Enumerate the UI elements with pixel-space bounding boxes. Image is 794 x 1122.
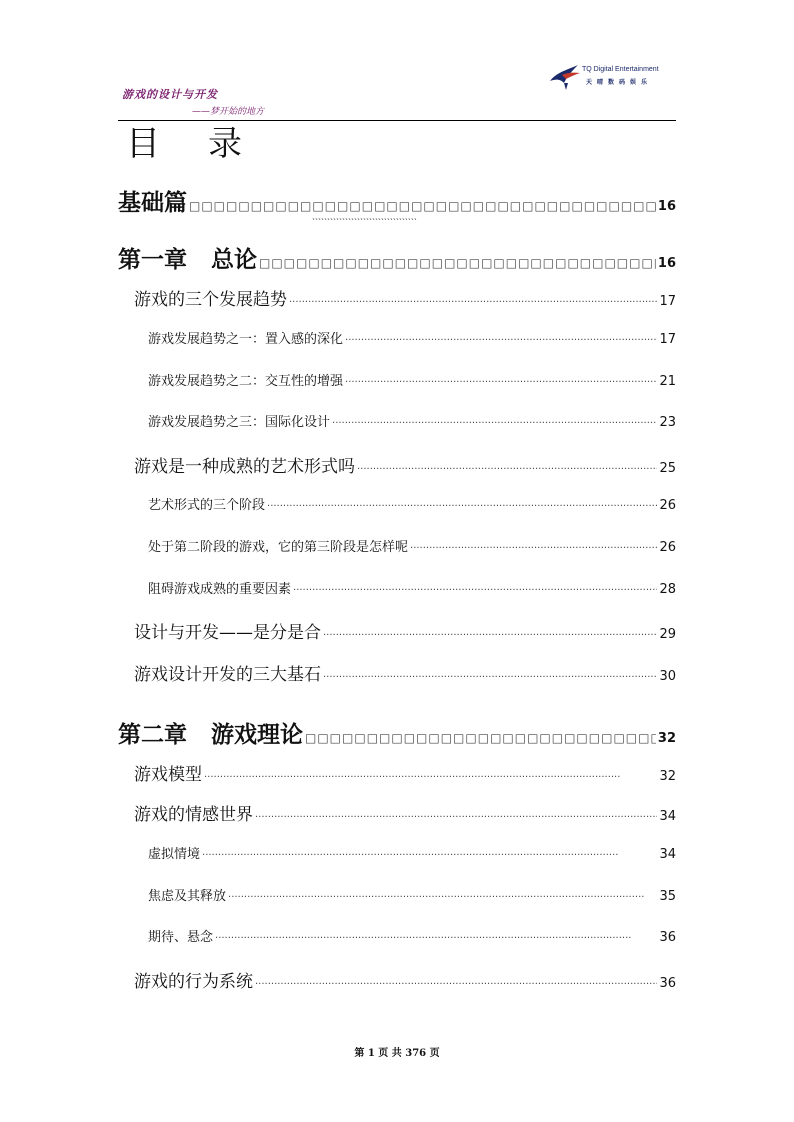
toc-entry[interactable] <box>118 411 676 430</box>
toc-entry[interactable] <box>118 370 676 389</box>
bird-logo-icon <box>548 63 582 91</box>
toc-leader <box>204 772 657 783</box>
chapter-number: 第二章 <box>118 722 187 748</box>
toc-entry-label: 阻碍游戏成熟的重要因素 <box>148 582 292 597</box>
toc-leader <box>410 543 657 554</box>
toc-leader <box>202 850 657 861</box>
toc-entry[interactable] <box>118 967 676 992</box>
toc-leader <box>345 377 657 388</box>
toc-leader <box>305 731 656 745</box>
toc-entry-label: 游戏的三个发展趋势 <box>134 290 287 310</box>
logo-text-en: TQ Digital Entertainment <box>582 66 659 73</box>
toc-page-number: 26 <box>659 498 676 513</box>
toc-entry-label: 游戏设计开发的三大基石 <box>134 665 321 685</box>
toc-page-number: 34 <box>659 809 676 824</box>
toc-entry-label: 焦虑及其释放 <box>148 889 227 904</box>
toc-page-number: 36 <box>659 930 676 945</box>
toc-part-label: 基础篇 <box>118 190 187 216</box>
toc-page-number: 29 <box>659 627 676 642</box>
toc-leader <box>255 812 657 823</box>
toc-leader <box>323 630 657 641</box>
company-logo <box>548 63 668 93</box>
toc-page-number: 16 <box>657 199 676 214</box>
toc-entry[interactable] <box>118 328 676 347</box>
toc-page-number: 26 <box>659 540 676 555</box>
toc-page-number: 30 <box>659 669 676 684</box>
toc-entry-label: 虚拟情境 <box>148 847 201 862</box>
toc-entry[interactable] <box>118 578 676 597</box>
toc-entry[interactable] <box>118 800 676 825</box>
toc-entry[interactable] <box>118 618 676 643</box>
book-subtitle: ——梦开始的地方 <box>192 107 265 117</box>
toc-chapter-1[interactable] <box>118 241 676 274</box>
toc-page-number: 36 <box>659 976 676 991</box>
toc-leader <box>189 199 656 213</box>
toc-entry[interactable] <box>118 536 676 555</box>
page-title: 目录 <box>126 124 290 164</box>
chapter-number: 第一章 <box>118 247 187 273</box>
toc-leader <box>357 464 657 475</box>
toc-page-number: 32 <box>657 731 676 746</box>
toc-page-number: 21 <box>659 374 676 389</box>
part-mark: ˴˴˴˴˴˴˴˴˴˴˴˴˴˴˴˴˴˴˴˴˴˴˴˴˴˴˴˴˴˴˴˴˴˴˴ <box>312 214 417 224</box>
toc-chapter-2[interactable] <box>118 716 676 749</box>
toc-entry-label: 艺术形式的三个阶段 <box>148 498 266 513</box>
toc-entry-label: 游戏是一种成熟的艺术形式吗 <box>134 457 355 477</box>
toc-leader <box>228 892 657 903</box>
toc-leader <box>293 585 657 596</box>
toc-leader <box>255 979 657 990</box>
toc-entry-label: 游戏发展趋势之三：国际化设计 <box>148 415 331 430</box>
toc-page-number: 35 <box>659 889 676 904</box>
toc-page-number: 28 <box>659 582 676 597</box>
toc-page-number: 17 <box>659 294 676 309</box>
toc-entry-label: 游戏的情感世界 <box>134 805 253 825</box>
toc-entry-label: 处于第二阶段的游戏，它的第三阶段是怎样呢 <box>148 540 409 555</box>
toc-page-number: 16 <box>657 256 676 271</box>
toc-entry[interactable] <box>118 285 676 310</box>
toc-entry[interactable] <box>118 843 676 862</box>
page-footer: 第 1 页 共 376 页 <box>354 1048 440 1059</box>
chapter-title: 游戏理论 <box>211 722 303 748</box>
toc-entry[interactable] <box>118 452 676 477</box>
logo-text-cn: 天晴数码娱乐 <box>586 79 653 86</box>
toc-page-number: 25 <box>659 461 676 476</box>
toc-page-number: 23 <box>659 415 676 430</box>
toc-entry-label: 设计与开发——是分是合 <box>134 623 321 643</box>
toc-entry-label: 期待、悬念 <box>148 930 214 945</box>
toc-entry[interactable] <box>118 885 676 904</box>
toc-entry[interactable] <box>118 660 676 685</box>
toc-entry[interactable] <box>118 494 676 513</box>
chapter-title: 总论 <box>211 247 257 273</box>
toc-leader <box>267 501 657 512</box>
toc-entry-label: 游戏发展趋势之二：交互性的增强 <box>148 374 344 389</box>
toc-page-number: 34 <box>659 847 676 862</box>
toc-leader <box>345 335 657 346</box>
toc-entry-label: 游戏模型 <box>134 765 202 785</box>
toc-entry[interactable] <box>118 926 676 945</box>
book-title: 游戏的设计与开发 <box>122 88 218 101</box>
toc-entry[interactable] <box>118 760 676 785</box>
toc-leader <box>332 418 657 429</box>
toc-page-number: 32 <box>659 769 676 784</box>
toc-leader <box>289 297 657 308</box>
toc-entry-label: 游戏发展趋势之一：置入感的深化 <box>148 332 344 347</box>
toc-leader <box>259 256 656 270</box>
toc-page-number: 17 <box>659 332 676 347</box>
toc-entry-label: 游戏的行为系统 <box>134 972 253 992</box>
toc-leader <box>323 672 657 683</box>
toc-leader <box>215 933 657 944</box>
